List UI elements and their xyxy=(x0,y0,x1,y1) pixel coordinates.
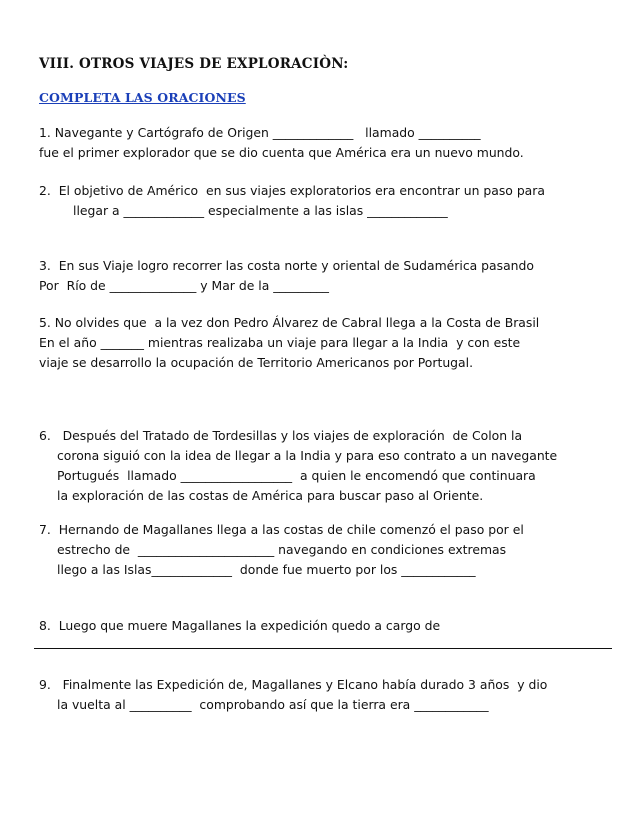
q7-line-1: 7. Hernando de Magallanes llega a las costas de chile comenzó el paso por el xyxy=(39,522,524,537)
q5-line-2: En el año _______ mientras realizaba un viaje para llegar a la India y con este xyxy=(39,335,521,350)
q1-line-2: fue el primer explorador que se dio cuenta que América era un nuevo mundo. xyxy=(39,145,524,160)
q1-line-1: 1. Navegante y Cartógrafo de Origen _____________ llamado __________ xyxy=(39,125,481,140)
page-title: VIII. OTROS VIAJES DE EXPLORACIÒN: xyxy=(39,56,349,72)
q6-line-4: la exploración de las costas de América para buscar paso al Oriente. xyxy=(57,488,484,503)
answer-line xyxy=(34,648,612,649)
q6-line-1: 6. Después del Tratado de Tordesillas y los viajes de exploración de Colon la xyxy=(39,428,523,443)
q5-line-3: viaje se desarrollo la ocupación de Territorio Americanos por Portugal. xyxy=(39,355,474,370)
q5-line-1: 5. No olvides que a la vez don Pedro Álvarez de Cabral llega a la Costa de Brasil xyxy=(39,315,540,330)
q9-line-1: 9. Finalmente las Expedición de, Magallanes y Elcano había durado 3 años y dio xyxy=(39,677,548,692)
q7-line-3: llego a las Islas_____________ donde fue muerto por los ____________ xyxy=(57,562,476,577)
q9-line-2: la vuelta al __________ comprobando así que la tierra era ____________ xyxy=(57,697,489,712)
q7-line-2: estrecho de ______________________ navegando en condiciones extremas xyxy=(57,542,507,557)
q2-line-1: 2. El objetivo de Américo en sus viajes exploratorios era encontrar un paso para xyxy=(39,183,545,198)
q3-line-2: Por Río de ______________ y Mar de la _________ xyxy=(39,278,329,293)
q3-line-1: 3. En sus Viaje logro recorrer las costa norte y oriental de Sudamérica pasando xyxy=(39,258,534,273)
q2-line-2: llegar a _____________ especialmente a las islas _____________ xyxy=(73,203,448,218)
section-subtitle: COMPLETA LAS ORACIONES xyxy=(39,90,246,105)
q8-line-1: 8. Luego que muere Magallanes la expedición quedo a cargo de xyxy=(39,618,441,633)
q6-line-2: corona siguió con la idea de llegar a la India y para eso contrato a un navegante xyxy=(57,448,558,463)
q6-line-3: Portugués llamado __________________ a quien le encomendó que continuara xyxy=(57,468,536,483)
